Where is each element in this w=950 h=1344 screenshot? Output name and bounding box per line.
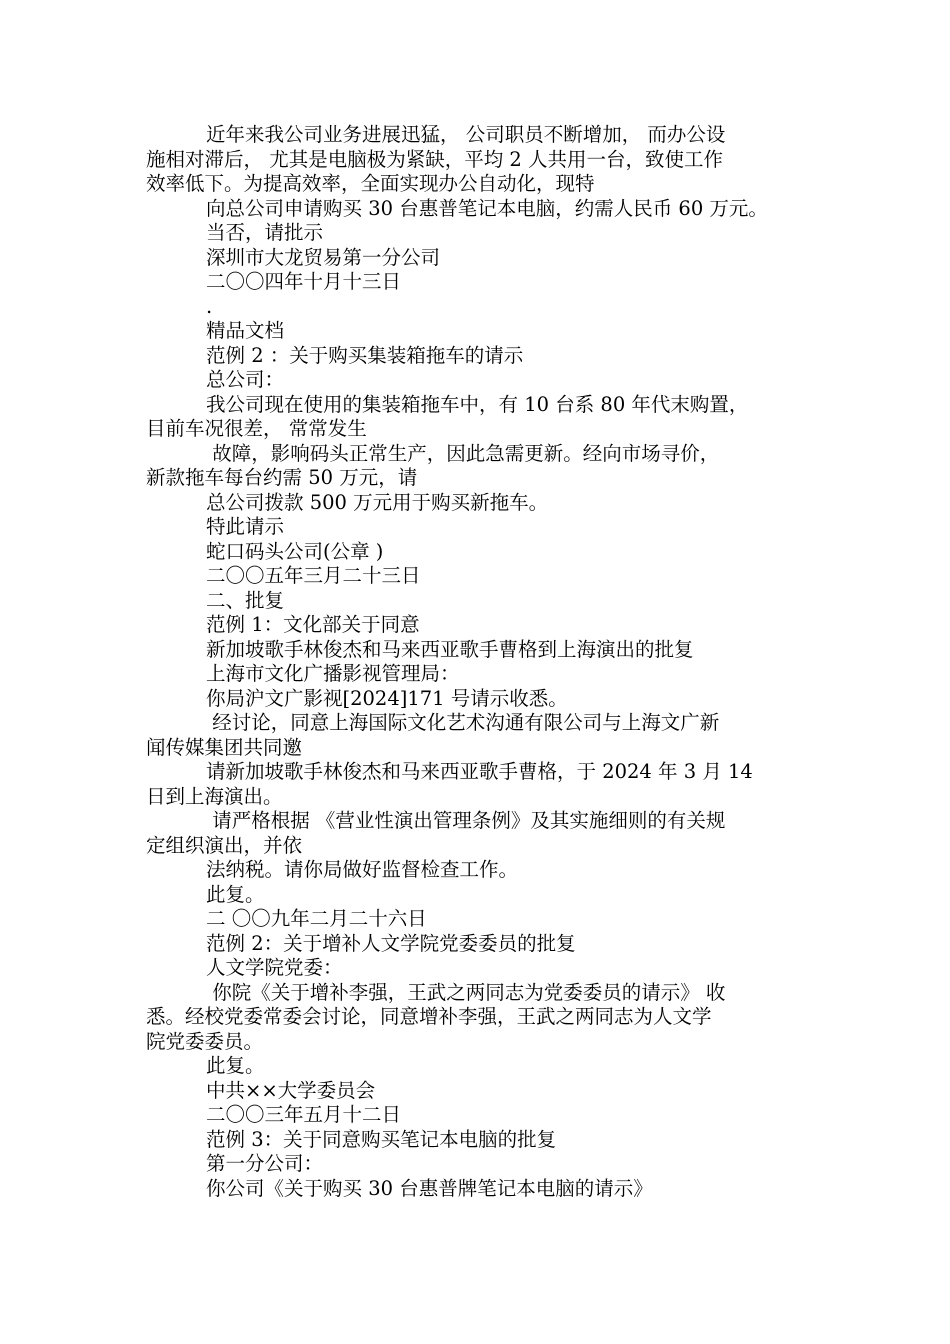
text-line: 二〇〇五年三月二十三日 [206,564,421,587]
text-line: 范例 3：关于同意购买笔记本电脑的批复 [206,1127,557,1151]
text-line: 总公司： [206,368,285,391]
paragraph-row: 院党委委员。 [146,1029,264,1053]
text-line: 法纳税。请你局做好监督检查工作。 [206,858,519,881]
paragraph [146,981,810,1055]
text-line: 精品文档 [206,319,285,342]
paragraph [146,123,810,197]
paragraph-row: 你院《关于增补李强，王武之两同志为党委委员的请示》 收 [206,980,726,1004]
paragraph-row: 定组织演出，并依 [146,833,303,857]
paragraph-row: 悉。经校党委常委会讨论，同意增补李强，王武之两同志为人文学 [146,1005,712,1028]
document-body [146,123,810,1201]
paragraph-row: 请严格根据 《营业性演出管理条例》及其实施细则的有关规 [206,809,726,832]
paragraph-row: 闻传媒集团共同邀 [146,735,303,759]
text-line: 蛇口码头公司(公章 ) [206,539,384,563]
text-line: 此复。 [206,1054,265,1077]
paragraph-row: 请新加坡歌手林俊杰和马来西亚歌手曹格，于 2024 年 3 月 14 [206,760,753,783]
text-line: . [206,294,213,318]
text-line: 新加坡歌手林俊杰和马来西亚歌手曹格到上海演出的批复 [206,637,694,661]
text-line: 范例 2 ：关于购买集装箱拖车的请示 [206,343,524,367]
paragraph [146,442,810,491]
text-line: 第一分公司： [206,1152,324,1175]
text-line: 总公司拨款 500 万元用于购买新拖车。 [206,490,549,514]
paragraph-row: 新款拖车每台约需 50 万元，请 [146,466,418,489]
paragraph-row: 故障，影响码头正常生产，因此急需更新。经向市场寻价， [206,441,720,465]
text-line: 特此请示 [206,515,285,538]
text-line: 上海市文化广播影视管理局： [206,662,460,685]
paragraph-row: 经讨论，同意上海国际文化艺术沟通有限公司与上海文广新 [206,711,720,734]
text-line: 范例 1：文化部关于同意 [206,613,420,636]
text-line: 人文学院党委： [206,956,343,979]
text-line: 二、批复 [206,588,285,612]
paragraph [146,711,810,760]
text-line: 二〇〇四年十月十三日 [206,270,402,293]
paragraph-row: 日到上海演出。 [146,784,283,808]
paragraph-row: 目前车况很差， 常常发生 [146,417,367,440]
paragraph [146,809,810,858]
paragraph [146,393,810,442]
text-line: 范例 2：关于增补人文学院党委委员的批复 [206,931,576,955]
text-line: 当否，请批示 [206,221,324,244]
paragraph-row: 施相对滞后， 尤其是电脑极为紧缺，平均 2 人共用一台，致使工作 [146,147,724,171]
text-line: 你局沪文广影视[2024]171 号请示收悉。 [206,686,568,710]
text-line: 二 〇〇九年二月二十六日 [206,907,427,930]
text-line: 深圳市大龙贸易第一分公司 [206,245,441,269]
text-line: 此复。 [206,882,265,906]
paragraph-row: 近年来我公司业务进展迅猛， 公司职员不断增加， 而办公设 [206,123,726,146]
paragraph-row: 效率低下。为提高效率，全面实现办公自动化，现特 [146,172,595,195]
paragraph [146,760,810,809]
paragraph-row: 我公司现在使用的集装箱拖车中，有 10 台系 80 年代末购置， [206,392,749,416]
text-line: 中共××大学委员会 [206,1078,376,1102]
text-line: 向总公司申请购买 30 台惠普笔记本电脑，约需人民币 60 万元。 [206,196,768,220]
text-line: 你公司《关于购买 30 台惠普牌笔记本电脑的请示》 [206,1176,653,1200]
text-line: 二〇〇三年五月十二日 [206,1103,402,1126]
